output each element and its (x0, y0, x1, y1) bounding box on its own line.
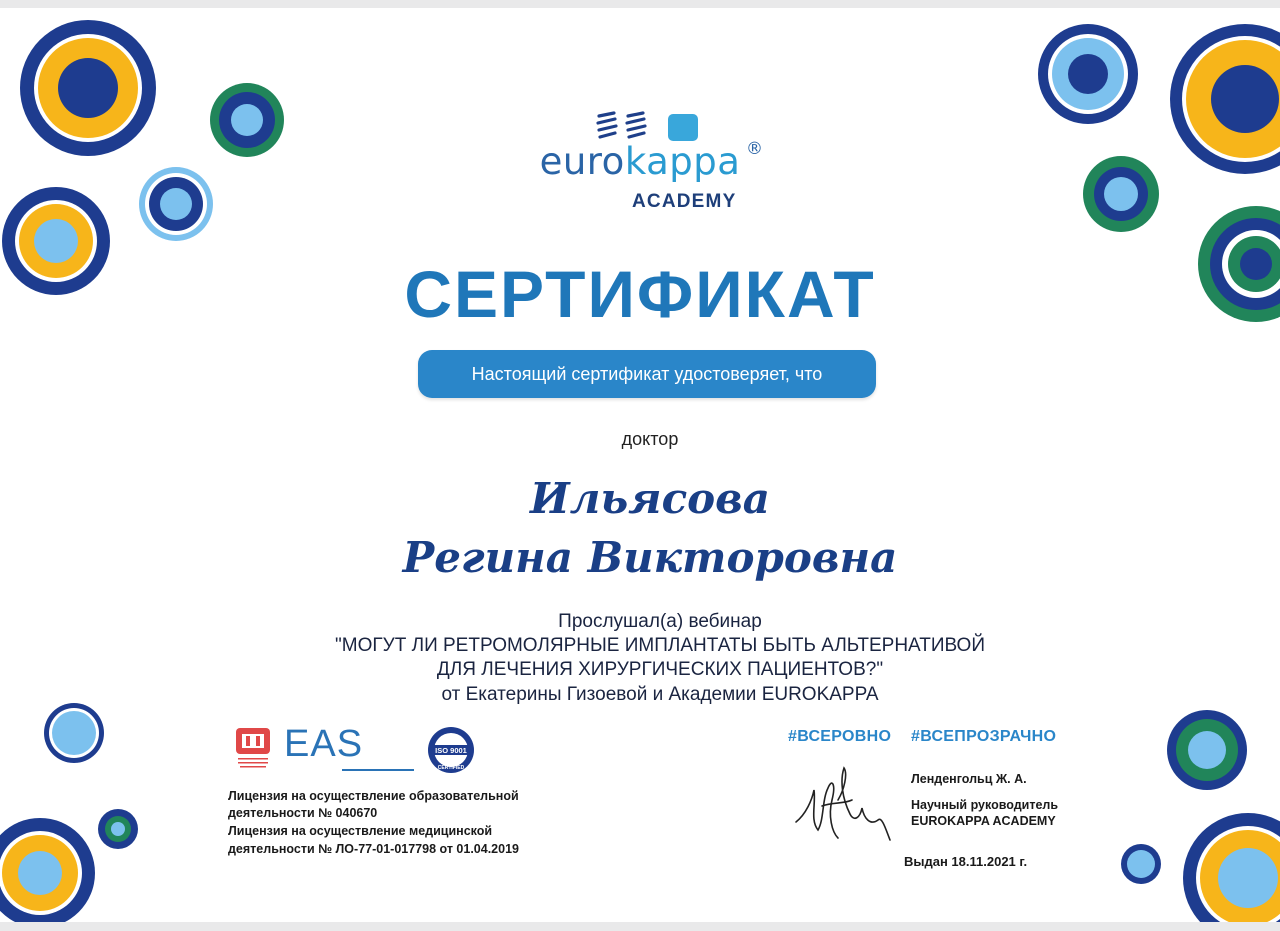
certificate-title: СЕРТИФИКАТ (404, 257, 876, 331)
decorative-ring (1188, 731, 1226, 769)
course-line-1: Прослушал(а) вебинар (558, 611, 762, 632)
signatory-name: Ленденгольц Ж. А. (911, 772, 1027, 786)
certificate-banner: Настоящий сертификат удостоверяет, что (418, 350, 876, 398)
license-2-line-2: деятельности № ЛО-77-01-017798 от 01.04.2019 (228, 842, 519, 856)
registered-mark: ® (746, 139, 763, 159)
decorative-ring (231, 104, 263, 136)
ministry-emblem-icon (234, 726, 272, 770)
course-line-4: от Екатерины Гизоевой и Академии EUROKAPPA (441, 684, 879, 705)
eas-logo: EAS (284, 723, 364, 765)
issue-date: Выдан 18.11.2021 г. (904, 854, 1028, 869)
decorative-ring (18, 851, 62, 895)
logo-euro: euro (539, 140, 625, 183)
logo-academy: ACADEMY (632, 191, 737, 212)
course-line-2: "МОГУТ ЛИ РЕТРОМОЛЯРНЫЕ ИМПЛАНТАТЫ БЫТЬ АЛЬТЕРНАТИВОЙ (335, 635, 985, 656)
hashtag-vserovno: #ВСЕРОВНО (788, 728, 892, 745)
certificate-sheet (0, 8, 1280, 922)
decorative-ring (111, 822, 125, 836)
recipient-given-names: Регина Викторовна (402, 533, 898, 582)
decorative-ring (1068, 54, 1108, 94)
license-2-line-1: Лицензия на осуществление медицинской (228, 824, 493, 838)
license-1-line-1: Лицензия на осуществление образовательной (228, 789, 519, 803)
signatory-role-line-2: EUROKAPPA ACADEMY (911, 814, 1056, 828)
course-line-3: ДЛЯ ЛЕЧЕНИЯ ХИРУРГИЧЕСКИХ ПАЦИЕНТОВ?" (436, 659, 884, 680)
salutation: доктор (621, 429, 679, 449)
eas-underline (342, 769, 414, 771)
signature-mark-icon (792, 760, 892, 850)
hashtag-vseprozrachno: #ВСЕПРОЗРАЧНО (911, 728, 1057, 745)
recipient-surname: Ильясова (530, 474, 770, 523)
decorative-ring (1211, 65, 1279, 133)
iso-badge-label: ISO 9001 (435, 746, 467, 755)
decorative-ring (52, 711, 96, 755)
logo-kappa: kappa (624, 140, 741, 183)
decorative-ring (1218, 848, 1278, 908)
signatory-role-line-1: Научный руководитель (911, 798, 1059, 812)
decorative-ring (58, 58, 118, 118)
iso-certified-label: CERTIFIED (437, 765, 465, 771)
decorative-ring (1127, 850, 1155, 878)
logo-wordmark (0, 140, 1280, 183)
license-1-line-2: деятельности № 040670 (228, 806, 378, 820)
iso-certified-badge-icon (426, 725, 476, 775)
decorative-ring (160, 188, 192, 220)
